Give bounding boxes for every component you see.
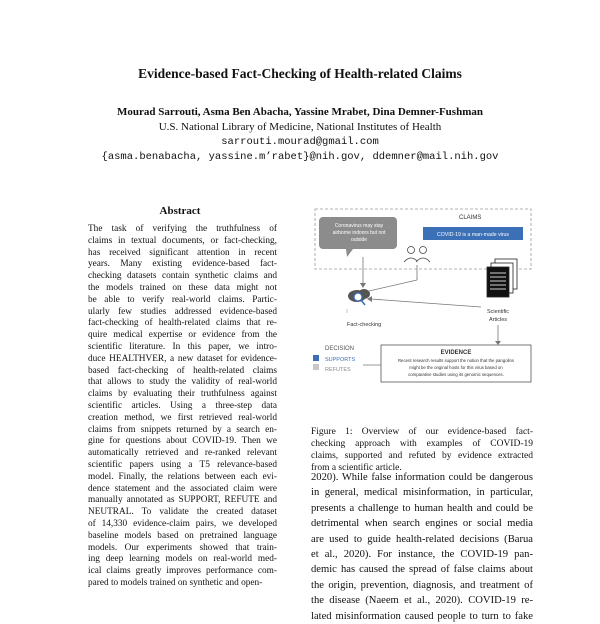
bubble-text-2: airborne indoors but not: [332, 230, 386, 236]
claim-text: COVID-19 is a man-made virus: [436, 232, 510, 238]
claims-label: CLAIMS: [459, 215, 482, 221]
email-group: {asma.benabacha, yassine.m’rabet}@nih.gov, ddemner@mail.nih.gov: [101, 151, 499, 163]
abstract-line: quire medical expertise or evidence from the: [88, 330, 277, 341]
refutes-swatch: [313, 364, 319, 370]
refutes-label: REFUTES: [325, 367, 351, 373]
decision-label: DECISION: [325, 346, 355, 352]
abstract-line: pared to models trained on synthetic and open-: [88, 577, 263, 588]
paper-title: Evidence-based Fact-Checking of Health-related Claims: [138, 66, 462, 81]
bubble-text-3: outside: [350, 237, 368, 243]
caption-line: checking approach with examples of COVID-19: [311, 439, 533, 449]
body-line: the origin, prevention, diagnosis, and treatment of: [311, 579, 533, 591]
figure-diagram: [311, 205, 533, 415]
abstract-line: scientific articles. Using a three-step data: [88, 400, 277, 411]
abstract-line: manually annotated as SUPPORT, REFUTE and: [88, 495, 277, 506]
abstract-line: has received significant attention in recent: [88, 247, 277, 258]
abstract-line: ularly few studies addressed evidence-based: [88, 306, 277, 317]
body-text-right: [311, 470, 533, 624]
abstract-line: automatically retrieved and re-ranked relevant: [88, 448, 277, 459]
documents-icon: [487, 259, 517, 297]
body-line: the disease (Naeem et al., 2020). COVID-19 re-: [311, 595, 533, 607]
scientific-label-1: Scientific: [486, 309, 510, 315]
abstract-line: that allows to study the validity of real-world: [88, 377, 277, 388]
arrow-head-3: [495, 341, 501, 345]
body-line: lated misinformation caused people to turn to fake: [311, 610, 533, 622]
abstract-line: fact-checking of health-related claims that re-: [88, 318, 277, 329]
evidence-label: EVIDENCE: [440, 350, 472, 356]
abstract-line: ing deep learning models on real-world med-: [88, 554, 277, 565]
fact-checking-label: Fact-checking: [347, 322, 382, 328]
body-line: detrimental when search engines or social media: [311, 518, 533, 530]
body-line: are used to guide health-related decisions (Barua: [311, 533, 533, 545]
body-line: in general, medical misinformation, in particular,: [311, 487, 533, 499]
abstract-line: of 14,330 evidence-claim pairs, we developed: [88, 518, 277, 529]
body-line: demic has caused the spread of false claims about: [311, 564, 533, 576]
evidence-line: might be the original hosts for this virus based on: [409, 365, 503, 370]
abstract-line: dence statement and the associated claim were: [88, 483, 277, 494]
abstract-line: claims by evaluating their truthfulness against: [88, 389, 277, 400]
abstract-line: ical claims greatly improves performance com-: [88, 566, 277, 577]
evidence-line: Recent research results support the notion that the pangolins: [397, 358, 515, 363]
supports-swatch: [313, 355, 319, 361]
abstract-line: years. Many existing evidence-based fact-: [88, 259, 277, 270]
abstract-line: based fact-checking of health-related claims: [88, 365, 277, 376]
figure-1: [311, 205, 533, 415]
author-list: Mourad Sarrouti, Asma Ben Abacha, Yassine Mrabet, Dina Demner-Fushman: [117, 106, 483, 118]
scientific-label-2: Articles: [488, 317, 508, 323]
abstract-line: scientific papers using a T5 relevance-based: [88, 459, 277, 470]
abstract-line: checking datasets contain synthetic claims and: [88, 271, 277, 282]
abstract-line: model. Finally, the relations between each evi-: [88, 471, 277, 482]
body-line: 2020). While false information could be dangerous: [311, 472, 533, 483]
abstract-line: The task of verifying the truthfulness of: [88, 224, 277, 234]
figure-caption: [311, 426, 533, 474]
abstract-line: gine for questions about COVID-19. Then we: [88, 436, 277, 447]
arrow-head-1: [360, 283, 366, 288]
abstract-line: NEUTRAL. To validate the created dataset: [88, 507, 277, 518]
email-primary: sarrouti.mourad@gmail.com: [221, 136, 379, 148]
caption-line: Figure 1: Overview of our evidence-based fact-: [311, 427, 533, 437]
abstract-line: baseline models based on pretrained language: [88, 530, 277, 541]
abstract-line: scientific literature. In this paper, we intro-: [88, 341, 277, 352]
bubble-text-1: Coronavirus may stay: [334, 223, 384, 229]
abstract-line: be able to verify real-world claims. Partic-: [88, 294, 277, 305]
arrow-docs-to-check: [371, 299, 481, 307]
abstract-line: models. Our experiments showed that train-: [88, 542, 277, 553]
abstract-body: [88, 224, 277, 590]
abstract-line: claims in textual documents, or fact-checking,: [88, 235, 277, 246]
abstract-heading: Abstract: [159, 205, 201, 217]
abstract-line: creation method, we first retrieved real-world: [88, 412, 277, 423]
caption-line: claims, supported and refuted by evidence extracted: [311, 451, 533, 461]
abstract-line: the models trained on these data might not: [88, 282, 277, 293]
arrow-people-to-check: [369, 280, 417, 291]
fact-checking-icon: [348, 289, 370, 305]
abstract-line: duce HEALTHVER, a new dataset for evidence-: [88, 353, 277, 364]
people-icon: [404, 247, 430, 263]
body-line: et al., 2020). For instance, the COVID-19 pan-: [311, 548, 533, 560]
supports-label: SUPPORTS: [325, 357, 356, 363]
evidence-line: comparative studies using its genomic sequences.: [408, 372, 504, 377]
affiliation: U.S. National Library of Medicine, National Institutes of Health: [158, 121, 442, 133]
abstract-line: claims from snippets returned by a search en-: [88, 424, 277, 435]
caption-line: from a scientific article.: [311, 463, 402, 473]
body-line: presents a challenge to human health and could be: [311, 502, 533, 514]
